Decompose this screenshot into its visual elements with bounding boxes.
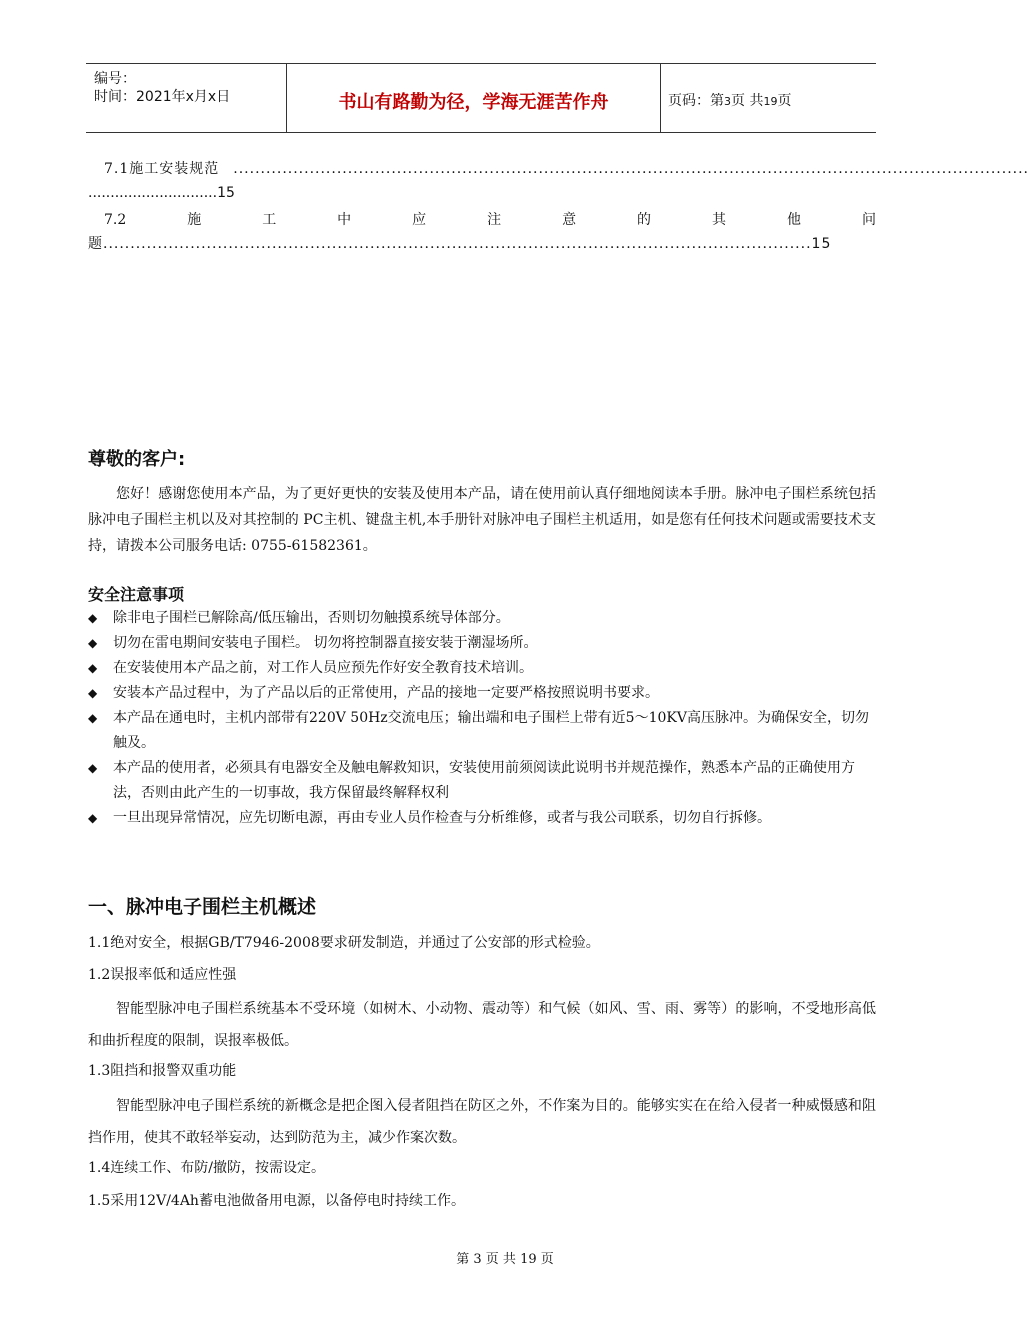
page-label: 页码：第 [668, 93, 724, 109]
safety-item-text: 在安装使用本产品之前，对工作人员应预先作好安全教育技术培训。 [113, 660, 533, 676]
footer-prefix: 第 [456, 1252, 470, 1267]
toc-number: 7.1 [104, 161, 130, 177]
safety-item-text: 本产品的使用者，必须具有电器安全及触电解救知识，安装使用前须阅读此说明书并规范操作，熟悉本产品的正确使用方法，否则由此产生的一切事故，我方保留最终解释权利 [113, 760, 855, 801]
diamond-bullet-icon: ◆ [88, 636, 98, 650]
page-number: 3 [724, 95, 731, 108]
section-point: 1.3阻挡和报警双重功能 [88, 1063, 237, 1079]
safety-item-text: 本产品在通电时，主机内部带有220V 50Hz交流电压；输出端和电子围栏上带有近5～10KV高压脉冲。为确保安全，切勿触及。 [113, 710, 869, 751]
toc-char: 的 [637, 212, 652, 228]
toc-entry[interactable] [88, 157, 1029, 205]
toc-char: 注 [487, 212, 502, 228]
toc-line-2: 题..................................................................................................................................15 [88, 236, 832, 252]
safety-item [88, 756, 876, 806]
header-motto-cell [286, 64, 661, 132]
greeting-title: 尊敬的客户: [88, 449, 186, 470]
section-point: 1.5采用12V/4Ah蓄电池做备用电源，以备停电时持续工作。 [88, 1193, 465, 1209]
safety-item [88, 631, 876, 656]
document-number-label: 编号： [94, 71, 136, 87]
diamond-bullet-icon: ◆ [88, 761, 98, 775]
toc-char: 应 [412, 212, 427, 228]
toc-page: 15 [217, 185, 235, 201]
toc-char: 意 [562, 212, 577, 228]
header-meta-cell [86, 64, 286, 132]
safety-item-text: 安装本产品过程中，为了产品以后的正常使用，产品的接地一定要严格按照说明书要求。 [113, 685, 659, 701]
footer-page-total: 19 [520, 1252, 537, 1267]
safety-item [88, 656, 876, 681]
page-total: 19 [763, 95, 778, 108]
toc-char: 工 [262, 212, 277, 228]
header-page-cell [660, 64, 876, 132]
section-point: 1.1绝对安全，根据GB/T7946-2008要求研发制造，并通过了公安部的形式检验。 [88, 935, 600, 951]
safety-item [88, 706, 876, 756]
toc-char: 中 [337, 212, 352, 228]
page-end: 页 [777, 93, 792, 109]
safety-item-text: 一旦出现异常情况，应先切断电源，再由专业人员作检查与分析维修，或者与我公司联系，切勿自行拆修。 [113, 810, 771, 826]
section-point: 1.4连续工作、布防/撤防，按需设定。 [88, 1160, 325, 1176]
page-footer [0, 1248, 950, 1267]
safety-item-text: 除非电子围栏已解除高/低压输出，否则切勿触摸系统导体部分。 [113, 610, 510, 626]
toc-char: 施 [187, 212, 202, 228]
toc-line: 7.1施工安装规范 .................................................................................................................................................. [88, 157, 876, 181]
toc-line [88, 208, 876, 232]
diamond-bullet-icon: ◆ [88, 661, 98, 675]
toc-char: 其 [712, 212, 727, 228]
page-mid: 页 共 [731, 93, 764, 109]
diamond-bullet-icon: ◆ [88, 686, 98, 700]
safety-item [88, 681, 876, 706]
section-paragraph: 智能型脉冲电子围栏系统的新概念是把企图入侵者阻挡在防区之外，不作案为目的。能够实实在在给入侵者一种威慑感和阻挡作用，使其不敢轻举妄动，达到防范为主，减少作案次数。 [88, 1098, 876, 1146]
toc-number: 7.2 [104, 212, 127, 228]
header-page-indicator [668, 90, 791, 110]
toc-entry[interactable] [88, 208, 876, 256]
toc-line-2: .............................15 [88, 185, 235, 201]
page-header [86, 63, 876, 133]
safety-item-text: 切勿在雷电期间安装电子围栏。 切勿将控制器直接安装于潮湿场所。 [113, 635, 538, 651]
section-paragraph: 智能型脉冲电子围栏系统基本不受环境（如树木、小动物、震动等）和气候（如风、雪、雨、雾等）的影响，不受地形高低和曲折程度的限制，误报率极低。 [88, 1001, 876, 1049]
section-title: 一、脉冲电子围栏主机概述 [88, 896, 317, 918]
toc-title: 施工安装规范 [129, 161, 220, 177]
safety-title: 安全注意事项 [88, 585, 185, 604]
toc-char: 他 [786, 212, 801, 228]
diamond-bullet-icon: ◆ [88, 711, 98, 725]
footer-mid: 页 共 [485, 1252, 516, 1267]
safety-item [88, 806, 876, 831]
footer-page-number: 3 [473, 1252, 482, 1267]
footer-end: 页 [540, 1252, 554, 1267]
diamond-bullet-icon: ◆ [88, 811, 98, 825]
toc-char: 问 [861, 212, 876, 228]
section-point: 1.2误报率低和适应性强 [88, 967, 237, 983]
toc-page: 15 [811, 236, 832, 252]
safety-item [88, 606, 876, 631]
document-time-label: 时间：2021年x月x日 [94, 89, 231, 105]
diamond-bullet-icon: ◆ [88, 611, 98, 625]
header-motto: 书山有路勤为径，学海无涯苦作舟 [338, 92, 609, 113]
greeting-body: 您好！感谢您使用本产品，为了更好更快的安装及使用本产品，请在使用前认真仔细地阅读本手册。脉冲电子围栏系统包括脉冲电子围栏主机以及对其控制的 PC主机、键盘主机,本手册针对脉冲电子围栏主机适用，如是您有任何技术问题或需要技术支持，请拨本公司服务电话: 0755-61582361。 [88, 486, 876, 554]
